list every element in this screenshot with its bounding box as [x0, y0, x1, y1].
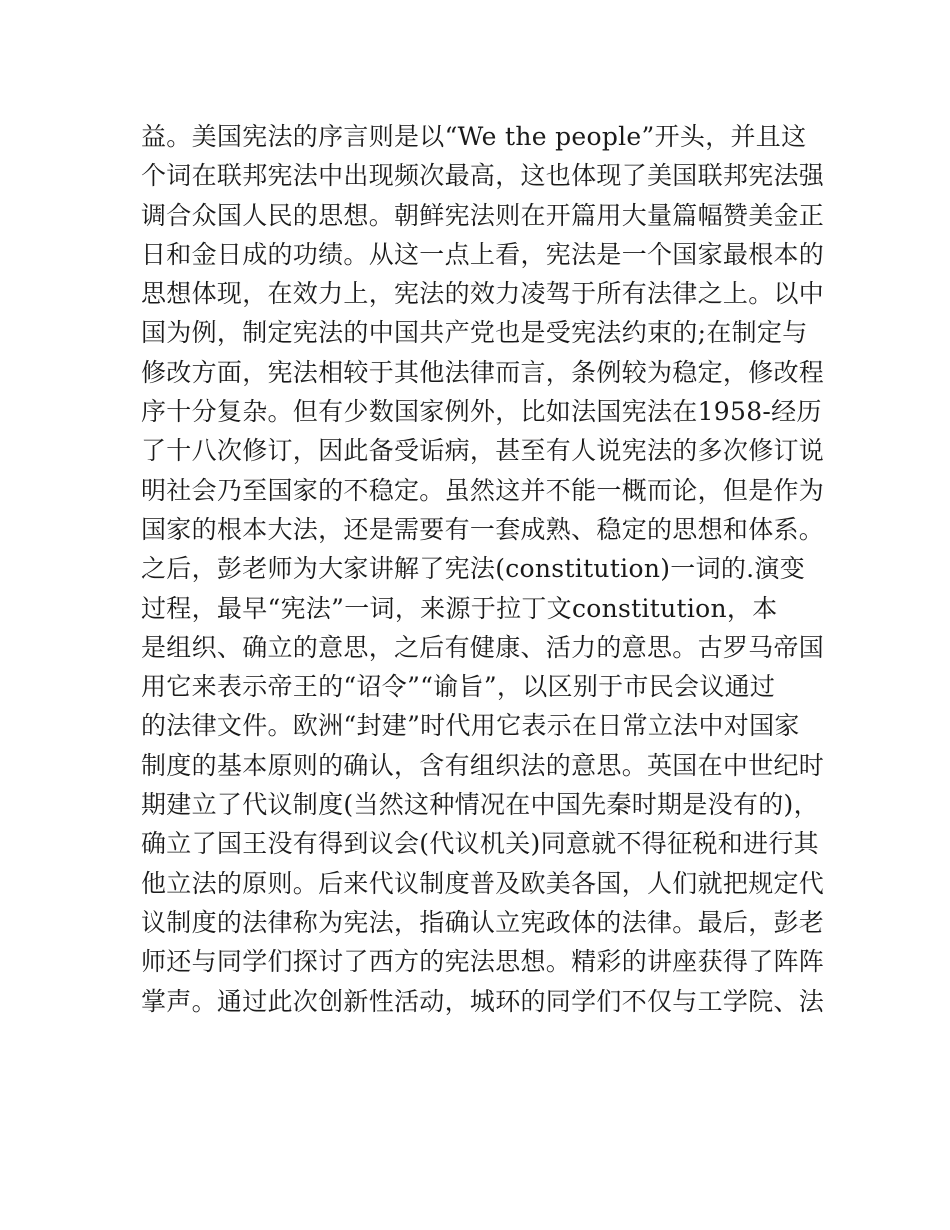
text-line: 议制度的法律称为宪法，指确认立宪政体的法律。最后，彭老	[141, 907, 825, 937]
text-line: 之后，彭老师为大家讲解了宪法(constitution)一词的.演变	[141, 554, 806, 584]
text-line: 的法律文件。欧洲“封建”时代用它表示在日常立法中对国家	[141, 711, 800, 741]
text-line: 掌声。通过此次创新性活动，城环的同学们不仅与工学院、法	[141, 986, 825, 1016]
text-line: 期建立了代议制度(当然这种情况在中国先秦时期是没有的)，	[141, 790, 819, 820]
text-line: 个词在联邦宪法中出现频次最高，这也体现了美国联邦宪法强	[141, 161, 825, 191]
text-line: 益。美国宪法的序言则是以“We the people”开头，并且这	[141, 122, 807, 151]
text-line: 用它来表示帝王的“诏令”“谕旨”，以区别于市民会议通过	[141, 672, 776, 702]
text-line: 修改方面，宪法相较于其他法律而言，条例较为稳定，修改程	[141, 357, 825, 387]
text-line: 序十分复杂。但有少数国家例外，比如法国宪法在1958-经历	[141, 397, 822, 427]
text-line: 他立法的原则。后来代议制度普及欧美各国，人们就把规定代	[141, 868, 825, 898]
text-line: 了十八次修订，因此备受诟病，甚至有人说宪法的多次修订说	[141, 436, 825, 466]
text-line: 是组织、确立的意思，之后有健康、活力的意思。古罗马帝国	[141, 632, 825, 662]
text-line: 思想体现，在效力上，宪法的效力凌驾于所有法律之上。以中	[141, 279, 825, 309]
text-line: 师还与同学们探讨了西方的宪法思想。精彩的讲座获得了阵阵	[141, 947, 825, 977]
text-line: 国家的根本大法，还是需要有一套成熟、稳定的思想和体系。	[141, 514, 825, 544]
text-line: 日和金日成的功绩。从这一点上看，宪法是一个国家最根本的	[141, 239, 825, 269]
text-line: 明社会乃至国家的不稳定。虽然这并不能一概而论，但是作为	[141, 475, 825, 505]
text-line: 调合众国人民的思想。朝鲜宪法则在开篇用大量篇幅赞美金正	[141, 200, 825, 230]
body-text	[141, 117, 825, 1021]
text-line: 确立了国王没有得到议会(代议机关)同意就不得征税和进行其	[141, 829, 819, 859]
text-line: 过程，最早“宪法”一词，来源于拉丁文constitution，本	[141, 593, 778, 623]
text-line: 制度的基本原则的确认，含有组织法的意思。英国在中世纪时	[141, 750, 825, 780]
text-line: 国为例，制定宪法的中国共产党也是受宪法约束的;在制定与	[141, 318, 808, 348]
